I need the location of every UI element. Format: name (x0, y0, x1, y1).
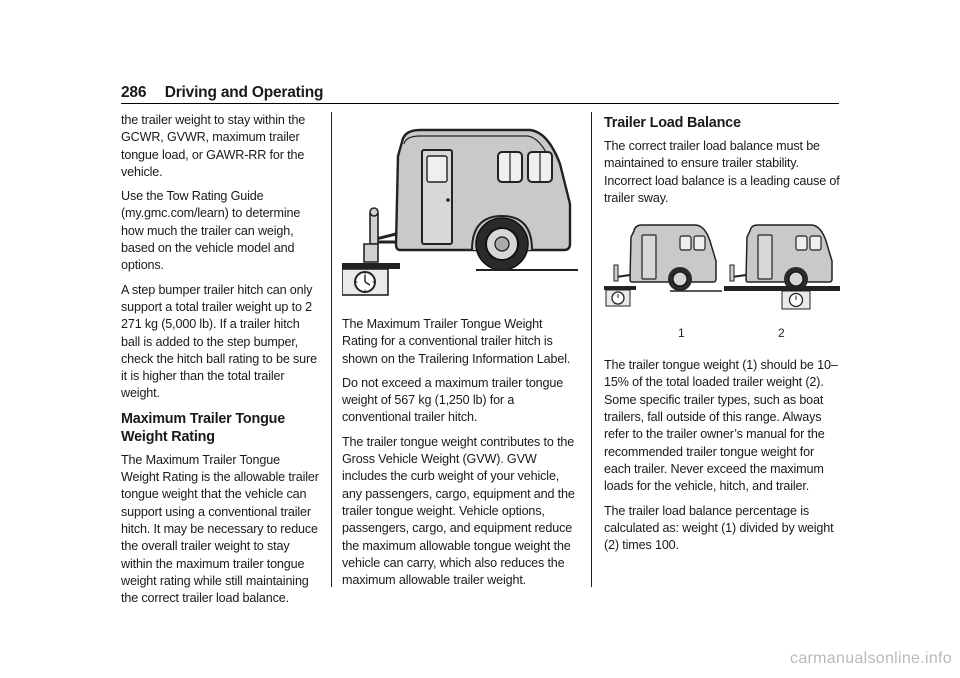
section-title: Driving and Operating (164, 84, 324, 101)
trailer-load-balance-illustration (604, 219, 840, 347)
paragraph: Use the Tow Rating Guide (my.gmc.com/learn) to determine how much the trailer can weigh, based on the vehicle model and options. (121, 189, 301, 273)
paragraph: The trailer tongue weight (1) should be 10–15% of the total loaded trailer weight (2). Some specific trailer types, such as boat trailers, fall outside of this range. Always refer to the trailer owner’s manual for the recommended trailer tongue weight for each trailer. Never exceed the maximum loads for the vehicle, hitch, and trailer. (604, 358, 838, 494)
paragraph: The correct trailer load balance must be maintained to ensure trailer stability. Incorrect load balance is a leading cause of trailer sway. (604, 139, 840, 205)
column-divider-1 (331, 112, 332, 587)
paragraph: The trailer tongue weight contributes to the Gross Vehicle Weight (GVW). GVW includes the curb weight of your vehicle, any passengers, cargo, equipment and the trailer tongue weight. Vehicle options, passengers, cargo, and equipment reduce the maximum allowable tongue weight the vehicle can carry, which also reduces the maximum allowable trailer weight. (342, 434, 575, 588)
page-header (121, 84, 839, 102)
figure-label-1: 1 (678, 326, 685, 341)
page-number: 286 (121, 84, 147, 101)
paragraph: The trailer load balance percentage is calculated as: weight (1) divided by weight (2) times 100. (604, 503, 834, 553)
paragraph: A step bumper trailer hitch can only support a total trailer weight up to 2 271 kg (5,000 lb). If a trailer hitch ball is added to the step bumper, check the hitch ball rating to be sure it is higher than the total trailer weight. (121, 282, 317, 401)
paragraph: The Maximum Trailer Tongue Weight Rating is the allowable trailer tongue weight that the vehicle can support using a conventional trailer hitch. It may be necessary to reduce the overall trailer weight to stay within the maximum trailer tongue weight rating while still maintaining the correct trailer load balance. (121, 452, 319, 606)
header-rule (121, 103, 839, 104)
paragraph: The Maximum Trailer Tongue Weight Rating for a conventional trailer hitch is shown on the Trailering Information Label. (342, 317, 571, 366)
column-divider-2 (591, 112, 592, 587)
paragraph: Do not exceed a maximum trailer tongue weight of 567 kg (1,250 lb) for a conventional trailer hitch. (342, 375, 564, 425)
trailer-tongue-scale-illustration (342, 116, 578, 302)
section-heading: Maximum Trailer Tongue Weight Rating (121, 410, 286, 445)
trailer-scale-total (724, 225, 840, 309)
column-3 (604, 112, 840, 561)
section-heading: Trailer Load Balance (604, 115, 741, 131)
paragraph: the trailer weight to stay within the GCWR, GVWR, maximum trailer tongue load, or GAWR-RR for the vehicle. (121, 113, 306, 179)
watermark: carmanualsonline.info (790, 650, 952, 667)
trailer-scale-tongue (604, 225, 722, 306)
column-1 (121, 112, 319, 614)
figure-label-2: 2 (778, 326, 785, 341)
column-2 (342, 112, 578, 596)
